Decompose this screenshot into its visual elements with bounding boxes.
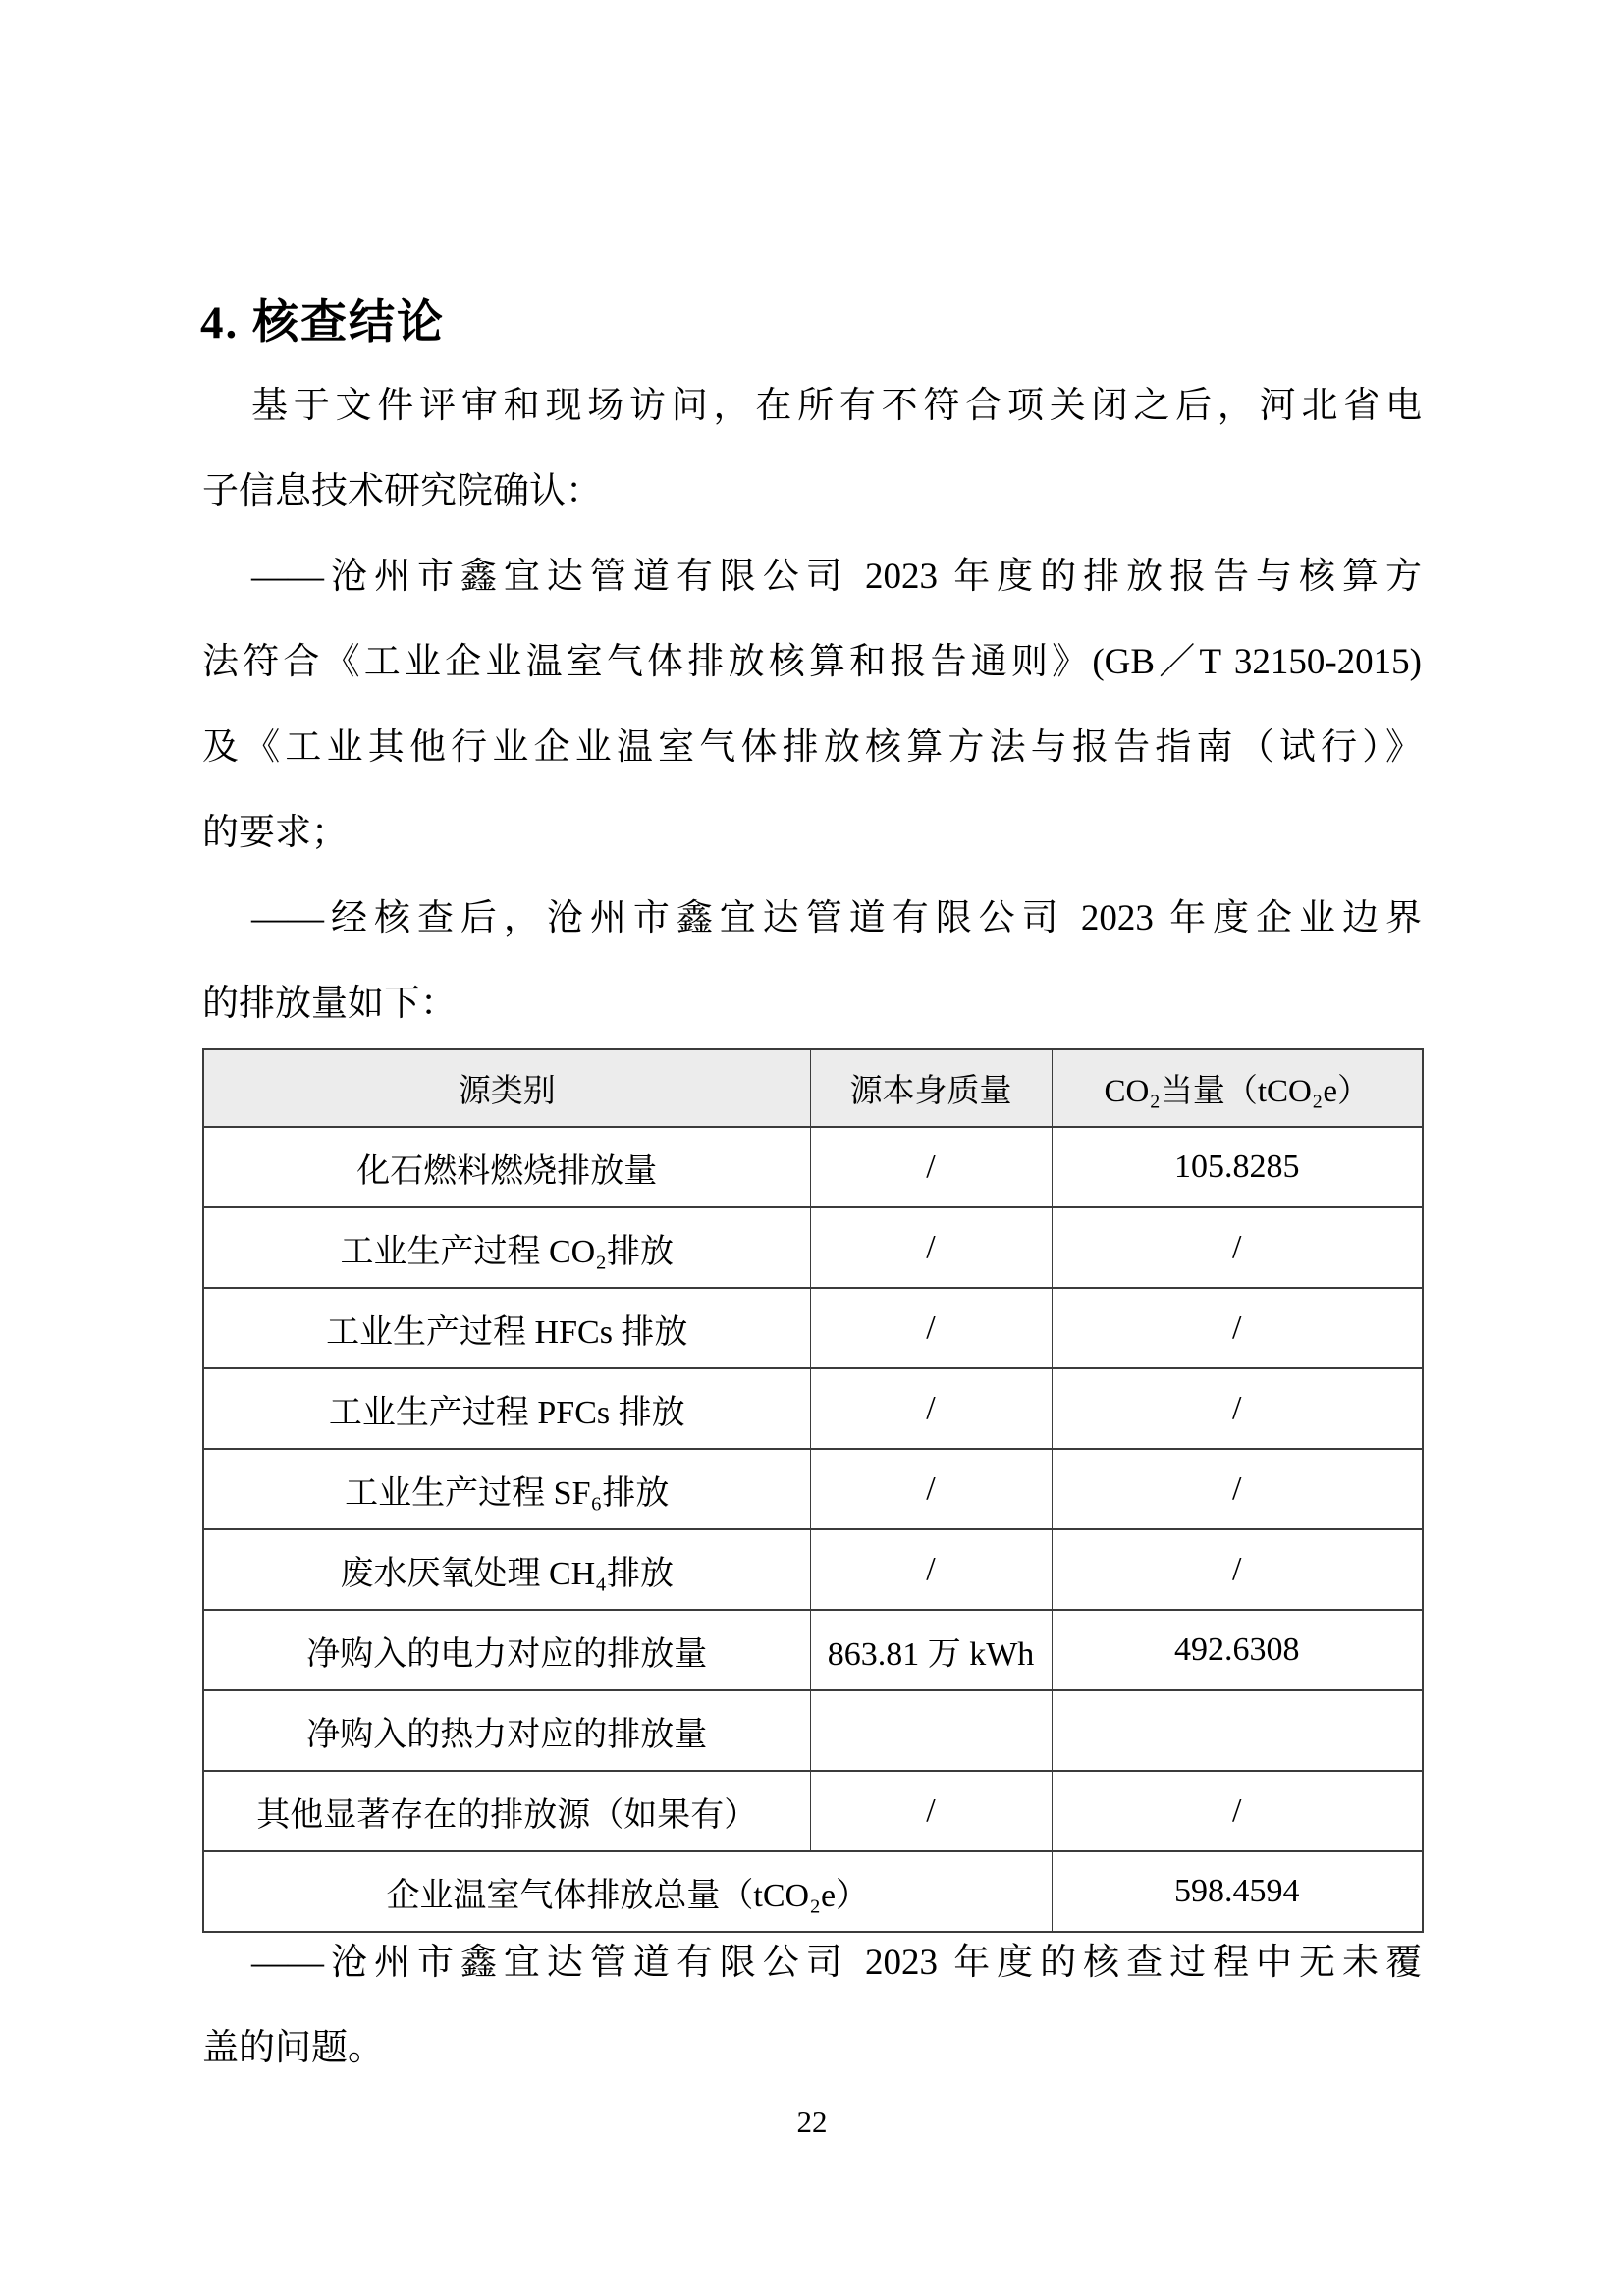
table-header-row — [203, 1049, 1423, 1127]
paragraph-line: ——沧州市鑫宜达管道有限公司 2023 年度的核查过程中无未覆 — [251, 1943, 1422, 1983]
cell-mass: / — [810, 1529, 1052, 1610]
cell-co2e: 105.8285 — [1052, 1127, 1423, 1207]
paragraph-line: ——经核查后，沧州市鑫宜达管道有限公司 2023 年度企业边界 — [251, 898, 1422, 938]
cell-category: 化石燃料燃烧排放量 — [203, 1127, 810, 1207]
cell-co2e: / — [1052, 1449, 1423, 1529]
table-row — [203, 1368, 1423, 1449]
cell-mass: / — [810, 1207, 1052, 1288]
table-row — [203, 1690, 1423, 1771]
paragraph-line: 盖的问题。 — [202, 2028, 384, 2068]
cell-mass: / — [810, 1368, 1052, 1449]
cell-category: 净购入的热力对应的排放量 — [203, 1690, 810, 1771]
cell-mass: / — [810, 1449, 1052, 1529]
paragraph-line: ——沧州市鑫宜达管道有限公司 2023 年度的排放报告与核算方 — [251, 557, 1422, 597]
emissions-summary-table — [202, 1048, 1424, 1933]
paragraph-line: 的排放量如下： — [202, 984, 457, 1024]
cell-category: 工业生产过程 HFCs 排放 — [203, 1288, 810, 1368]
cell-category: 净购入的电力对应的排放量 — [203, 1610, 810, 1690]
cell-co2e: / — [1052, 1529, 1423, 1610]
section-heading: 4. 核查结论 — [200, 297, 445, 348]
cell-mass — [810, 1690, 1052, 1771]
cell-mass: / — [810, 1288, 1052, 1368]
cell-category: 废水厌氧处理 CH₄排放 — [203, 1529, 810, 1610]
page-number: 22 — [796, 2105, 828, 2139]
cell-category: 其他显著存在的排放源（如果有） — [203, 1771, 810, 1851]
cell-co2e: 492.6308 — [1052, 1610, 1423, 1690]
paragraph-line: 及《工业其他行业企业温室气体排放核算方法与报告指南（试行）》 — [202, 727, 1422, 768]
cell-co2e: / — [1052, 1771, 1423, 1851]
paragraph-line: 子信息技术研究院确认： — [202, 471, 602, 511]
table-row — [203, 1127, 1423, 1207]
cell-category: 工业生产过程 SF₆排放 — [203, 1449, 810, 1529]
cell-total-value: 598.4594 — [1052, 1851, 1423, 1932]
table-row — [203, 1288, 1423, 1368]
header-co2-equivalent: CO₂当量（tCO₂e） — [1052, 1049, 1423, 1127]
cell-co2e — [1052, 1690, 1423, 1771]
header-source-category: 源类别 — [203, 1049, 810, 1127]
body-text-block — [202, 1920, 1422, 2091]
table-row — [203, 1207, 1423, 1288]
cell-total-label: 企业温室气体排放总量（tCO₂e） — [203, 1851, 1052, 1932]
cell-co2e: / — [1052, 1288, 1423, 1368]
cell-mass: / — [810, 1771, 1052, 1851]
table-row — [203, 1529, 1423, 1610]
body-text-block — [202, 363, 1422, 1046]
table-row — [203, 1449, 1423, 1529]
table-row — [203, 1610, 1423, 1690]
paragraph-line: 法符合《工业企业温室气体排放核算和报告通则》(GB／T 32150-2015) — [202, 642, 1422, 682]
cell-category: 工业生产过程 CO₂排放 — [203, 1207, 810, 1288]
paragraph-line: 的要求； — [202, 813, 348, 853]
cell-co2e: / — [1052, 1368, 1423, 1449]
cell-co2e: / — [1052, 1207, 1423, 1288]
cell-mass: 863.81 万 kWh — [810, 1610, 1052, 1690]
paragraph-line: 基于文件评审和现场访问，在所有不符合项关闭之后，河北省电 — [251, 386, 1422, 426]
cell-category: 工业生产过程 PFCs 排放 — [203, 1368, 810, 1449]
table-row — [203, 1771, 1423, 1851]
header-source-mass: 源本身质量 — [810, 1049, 1052, 1127]
cell-mass: / — [810, 1127, 1052, 1207]
